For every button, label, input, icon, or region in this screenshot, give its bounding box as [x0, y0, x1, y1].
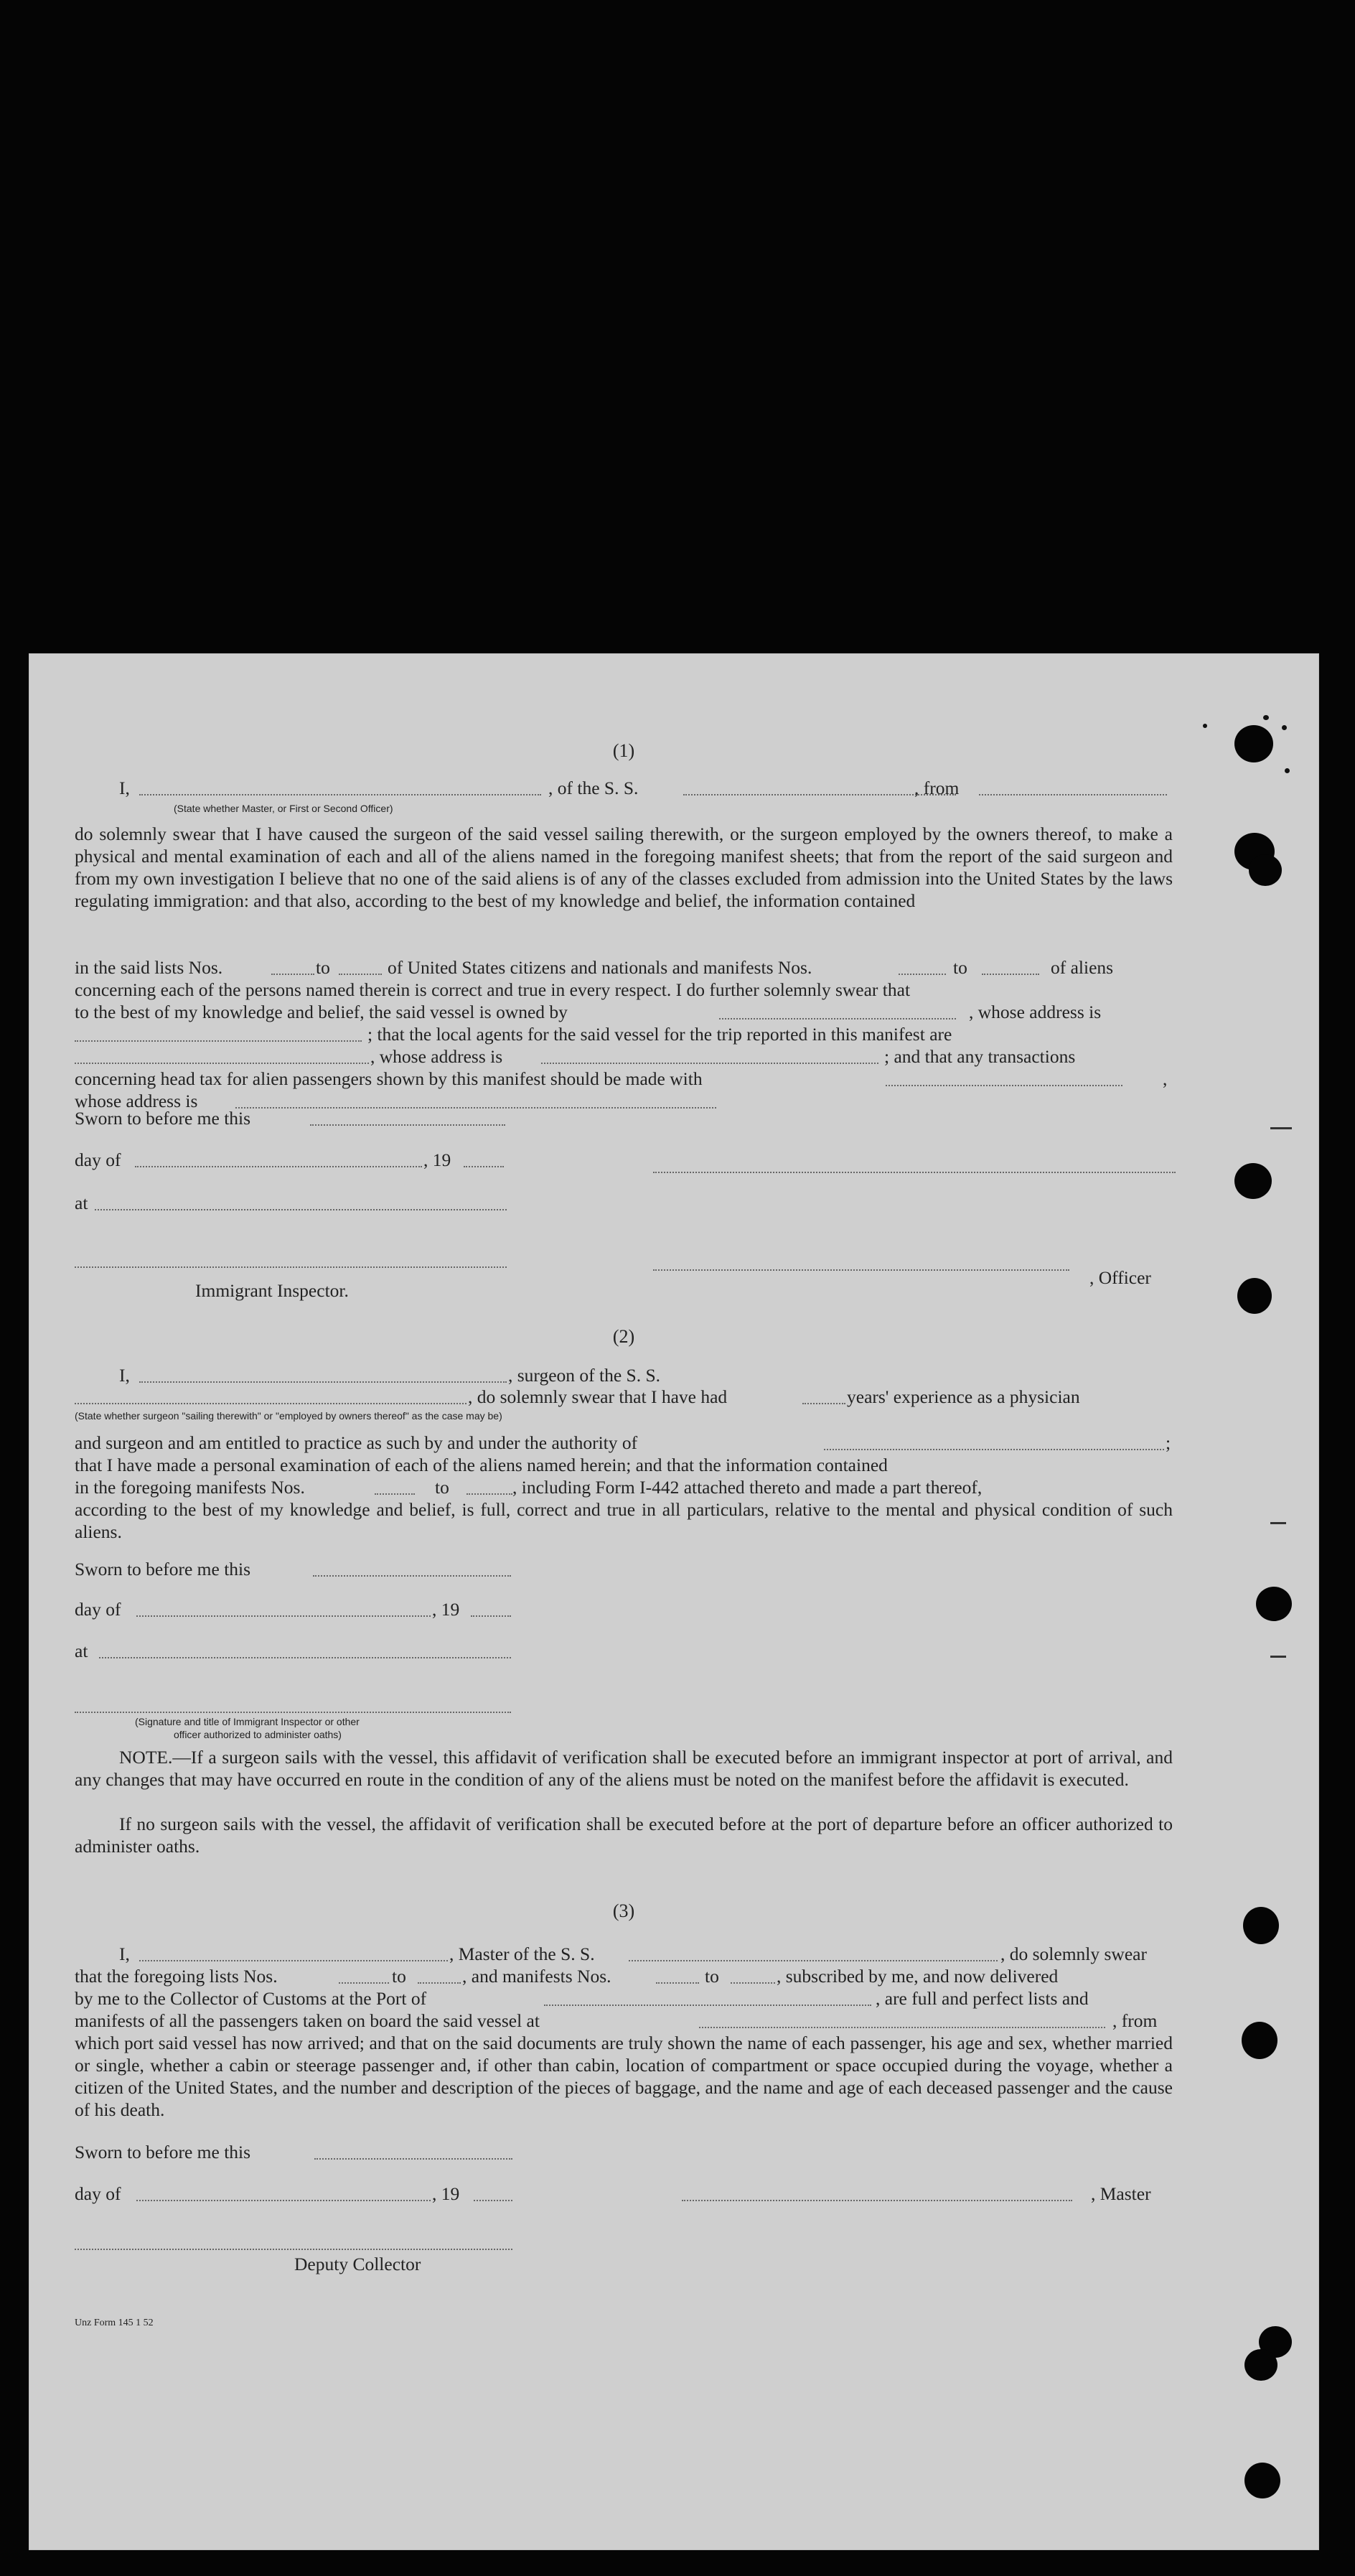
- label: , and manifests Nos.: [462, 1966, 611, 1987]
- label: , of the S. S.: [548, 778, 639, 798]
- ink-speck: [1285, 768, 1290, 773]
- label: day of: [75, 1599, 121, 1620]
- inspector-signature-line: [75, 1710, 511, 1713]
- form-number: Unz Form 145 1 52: [75, 2318, 154, 2328]
- label: I,: [119, 778, 130, 798]
- label: Sworn to before me this: [75, 2142, 251, 2162]
- label: I,: [119, 1365, 130, 1386]
- body-line: that I have made a personal examination of each of the aliens named herein; and that the information contained: [75, 1455, 888, 1475]
- date-blank: [314, 2157, 512, 2160]
- section-number: (3): [612, 1900, 635, 1921]
- place-blank: [95, 1208, 507, 1210]
- label: , surgeon of the S. S.: [508, 1365, 661, 1386]
- label: years' experience as a physician: [847, 1386, 1080, 1407]
- master-label: , Master: [1091, 2183, 1151, 2204]
- label: to: [392, 1966, 406, 1987]
- officer-signature-line: [653, 1170, 1176, 1173]
- port-blank: [544, 2003, 871, 2006]
- from-blank: [979, 793, 1167, 795]
- section-number: (1): [612, 740, 635, 761]
- label: , from: [914, 778, 960, 798]
- label: that the foregoing lists Nos.: [75, 1966, 278, 1987]
- label: Sworn to before me this: [75, 1559, 251, 1579]
- nos-blank: [418, 1981, 461, 1984]
- years-blank: [802, 1401, 845, 1404]
- label: , including Form I-442 attached thereto and made a part thereof,: [512, 1477, 983, 1498]
- ink-speck: [1282, 725, 1287, 730]
- address-blank: [235, 1106, 716, 1109]
- officer-label: , Officer: [1089, 1267, 1151, 1288]
- nos-blank: [271, 972, 314, 975]
- ink-speck: [1263, 715, 1269, 720]
- label: , 19: [432, 1599, 460, 1620]
- nos-blank: [899, 972, 946, 975]
- label: in the said lists Nos.: [75, 957, 223, 978]
- edge-mark: [1270, 1656, 1286, 1658]
- label: concerning head tax for alien passengers shown by this manifest should be made with: [75, 1068, 703, 1089]
- signature-caption: officer authorized to administer oaths): [174, 1729, 342, 1740]
- label: , do solemnly swear: [1000, 1943, 1147, 1964]
- master-signature-line: [682, 2198, 1072, 2201]
- label: , subscribed by me, and now delivered: [777, 1966, 1059, 1987]
- form-sheet: [29, 653, 1319, 2550]
- label: , do solemnly swear that I have had: [468, 1386, 728, 1407]
- label: to the best of my knowledge and belief, the said vessel is owned by: [75, 1002, 568, 1022]
- label: of United States citizens and nationals and manifests Nos.: [388, 957, 812, 978]
- punch-hole: [1243, 1907, 1279, 1944]
- punch-hole: [1244, 2349, 1277, 2381]
- year-blank: [464, 1165, 504, 1167]
- inspector-signature-line: [75, 1265, 507, 1268]
- name-blank: [139, 793, 541, 795]
- name-blank: [139, 1959, 448, 1961]
- place-blank: [99, 1656, 511, 1658]
- surgeon-type-blank: [75, 1401, 466, 1404]
- month-blank: [135, 1165, 422, 1167]
- label: manifests of all the passengers taken on board the said vessel at: [75, 2010, 540, 2031]
- agents-blank: [75, 1061, 369, 1064]
- label: , 19: [432, 2183, 460, 2204]
- date-blank: [313, 1574, 511, 1577]
- label: , whose address is: [370, 1046, 503, 1067]
- nos-blank: [466, 1492, 512, 1495]
- nos-blank: [339, 1981, 389, 1984]
- label: ;: [1166, 1432, 1171, 1453]
- label: , 19: [423, 1149, 451, 1170]
- label: , are full and perfect lists and: [876, 1988, 1089, 2009]
- nos-blank: [339, 972, 382, 975]
- body-line: concerning each of the persons named therein is correct and true in every respect. I do further solemnly swear that: [75, 979, 911, 1000]
- label: ; and that any transactions: [884, 1046, 1076, 1067]
- label: in the foregoing manifests Nos.: [75, 1477, 305, 1498]
- nos-blank: [982, 972, 1039, 975]
- punch-hole: [1242, 2022, 1277, 2059]
- collector-label: Deputy Collector: [294, 2254, 421, 2274]
- authority-blank: [824, 1447, 1164, 1450]
- inspector-label: Immigrant Inspector.: [195, 1280, 349, 1301]
- ink-speck: [1203, 724, 1207, 728]
- label: , from: [1112, 2010, 1158, 2031]
- label: at: [75, 1193, 88, 1213]
- punch-hole: [1234, 725, 1273, 762]
- note-paragraph: NOTE.—If a surgeon sails with the vessel, this affidavit of verification shall be executed before an immigrant inspector at port of arrival, and any changes that may have occurred en route in the condition of any of the aliens must be noted on the manifest before the affidavit is executed.: [75, 1747, 1173, 1790]
- label: to: [705, 1966, 719, 1987]
- field-caption: (State whether surgeon "sailing therewith" or "employed by owners thereof" as the case may be): [75, 1410, 502, 1422]
- name-blank: [139, 1380, 507, 1383]
- label: to: [316, 957, 330, 978]
- nos-blank: [375, 1492, 415, 1495]
- year-blank: [471, 1614, 511, 1617]
- section-number: (2): [612, 1326, 635, 1347]
- punch-hole: [1234, 1163, 1272, 1199]
- label: Sworn to before me this: [75, 1108, 251, 1129]
- nos-blank: [731, 1981, 775, 1984]
- punch-hole: [1256, 1587, 1292, 1621]
- month-blank: [136, 1614, 431, 1617]
- label: , whose address is: [969, 1002, 1102, 1022]
- edge-mark: [1270, 1127, 1292, 1129]
- date-blank: [310, 1123, 505, 1126]
- owner-blank: [719, 1017, 956, 1019]
- oath-paragraph: do solemnly swear that I have caused the surgeon of the said vessel sailing therewith, or the surgeon employed by the owners thereof, to make a physical and mental examination of each and all of the aliens named in the foregoing manifest sheets; that from the report of the said surgeon and from my own investigation I believe that no one of the said aliens is of any of the classes excluded from admission into the United States by the laws regulating immigration: and that also, according to the best of my knowledge and belief, the information contained: [75, 823, 1173, 911]
- label: whose address is: [75, 1091, 198, 1111]
- label: I,: [119, 1943, 130, 1964]
- label: to: [435, 1477, 449, 1498]
- port-blank: [699, 2025, 1105, 2028]
- collector-signature-line: [75, 2247, 512, 2250]
- label: ,: [1163, 1068, 1168, 1089]
- officer-name-line: [653, 1268, 1069, 1271]
- label: at: [75, 1641, 88, 1661]
- address-blank: [75, 1039, 362, 1042]
- field-caption: (State whether Master, or First or Second Officer): [174, 803, 393, 814]
- headtax-blank: [886, 1083, 1122, 1086]
- note-paragraph: If no surgeon sails with the vessel, the affidavit of verification shall be executed before at the port of departure before an officer authorized to administer oaths.: [75, 1814, 1173, 1857]
- label: by me to the Collector of Customs at the Port of: [75, 1988, 427, 2009]
- punch-hole: [1249, 854, 1282, 886]
- oath-paragraph: according to the best of my knowledge and belief, is full, correct and true in all particulars, relative to the mental and physical condition of such aliens.: [75, 1499, 1173, 1542]
- nos-blank: [656, 1981, 699, 1984]
- oath-paragraph: which port said vessel has now arrived; and that on the said documents are truly shown the name of each passenger, his age and sex, whether married or single, whether a cabin or steerage passenger and, if other than cabin, location of compartment or space occupied during the voyage, whether a citizen of the United States, and the number and description of the pieces of baggage, and the name and age of each deceased passenger and the cause of his death.: [75, 2033, 1173, 2120]
- year-blank: [474, 2198, 512, 2201]
- label: and surgeon and am entitled to practice as such by and under the authority of: [75, 1432, 638, 1453]
- label: day of: [75, 2183, 121, 2204]
- punch-hole: [1237, 1278, 1272, 1314]
- edge-mark: [1270, 1522, 1286, 1524]
- vessel-blank: [629, 1959, 998, 1961]
- label: day of: [75, 1149, 121, 1170]
- label: , Master of the S. S.: [449, 1943, 595, 1964]
- label: to: [953, 957, 967, 978]
- signature-caption: (Signature and title of Immigrant Inspector or other: [135, 1716, 360, 1727]
- label: of aliens: [1051, 957, 1114, 978]
- address-blank: [541, 1061, 878, 1064]
- label: ; that the local agents for the said vessel for the trip reported in this manifest are: [367, 1024, 952, 1045]
- month-blank: [136, 2198, 431, 2201]
- punch-hole: [1244, 2463, 1280, 2498]
